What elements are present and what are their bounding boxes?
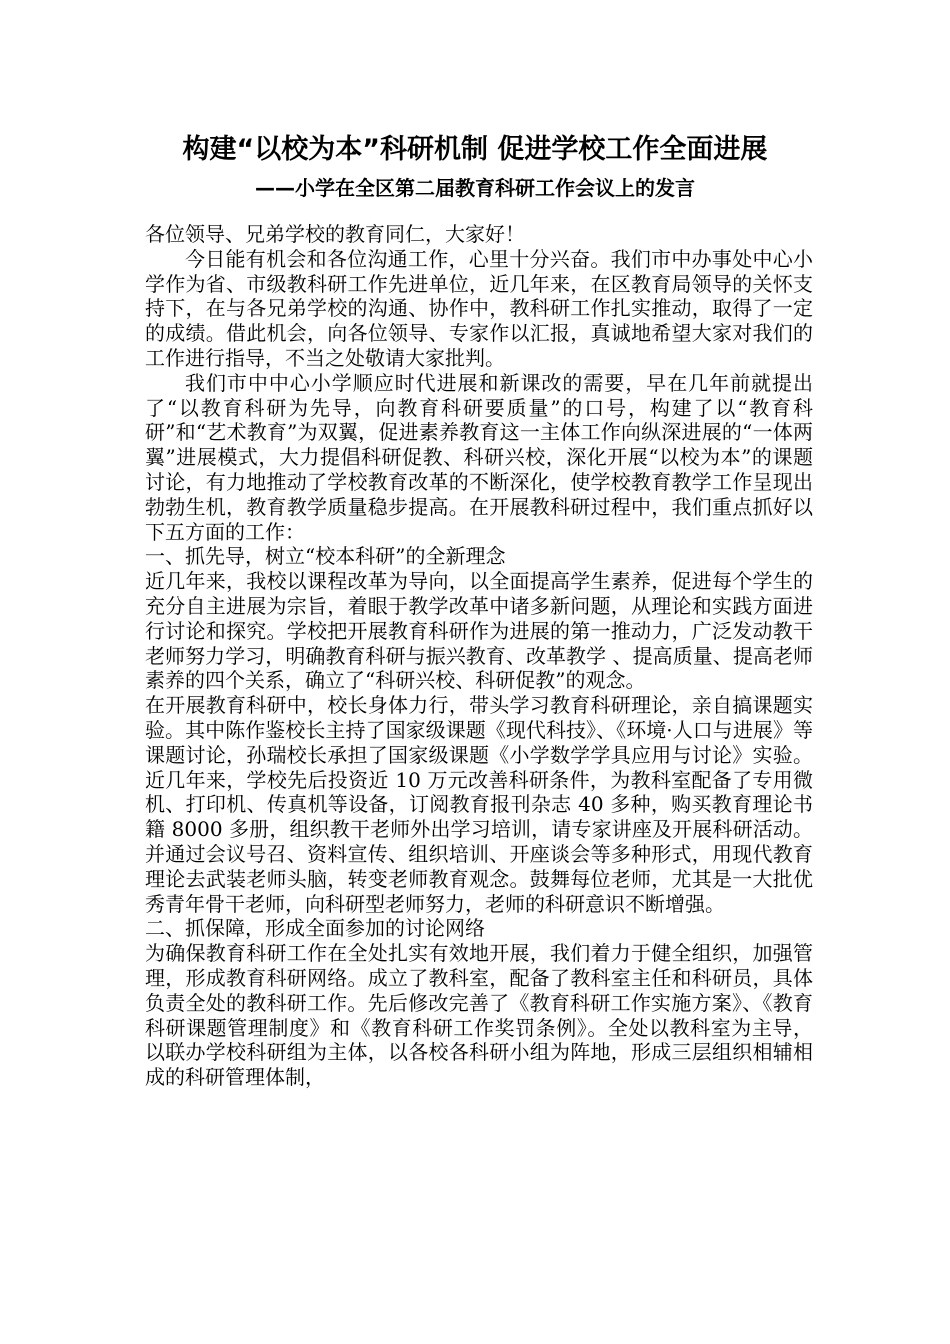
- document-subtitle: ——小学在全区第二届教育科研工作会议上的发言: [255, 176, 695, 200]
- section-heading: 二、抓保障，形成全面参加的讨论网络: [145, 916, 485, 941]
- body-paragraph: 近几年来，我校以课程改革为导向，以全面提高学生素养，促进每个学生的充分自主进展为宗旨，着眼于教学改革中诸多新问题，从理论和实践方面进行讨论和探究。学校把开展教育科研作为进展的第一推动力，广泛发动教干老师努力学习，明确教育科研与振兴教育、改革教学 、提高质量、提高老师素养的四个关系，确立了“科研兴校、科研促教”的观念。: [145, 569, 813, 693]
- body-paragraph: 为确保教育科研工作在全处扎实有效地开展，我们着力于健全组织，加强管理，形成教育科研网络。成立了教科室，配备了教科室主任和科研员，具体负责全处的教科研工作。先后修改完善了《教育科研工作实施方案》、《教育科研课题管理制度》和《教育科研工作奖罚条例》。全处以教科室为主导，以联办学校科研组为主体，以各校各科研小组为阵地，形成三层组织相辅相成的科研管理体制，: [145, 941, 813, 1090]
- body-paragraph: 我们市中中心小学顺应时代进展和新课改的需要，早在几年前就提出了“以教育科研为先导，向教育科研要质量”的口号，构建了以“教育科研”和“艺术教育”为双翼，促进素养教育这一主体工作向纵深进展的“一体两翼”进展模式，大力提倡科研促教、科研兴校，深化开展“以校为本”的课题讨论，有力地推动了学校教育改革的不断深化，使学校教育教学工作呈现出勃勃生机，教育教学质量稳步提高。在开展教科研过程中，我们重点抓好以下五方面的工作：: [145, 370, 813, 544]
- body-paragraph: 在开展教育科研中，校长身体力行，带头学习教育科研理论，亲自搞课题实验。其中陈作鉴校长主持了国家级课题《现代科技》、《环境·人口与进展》等课题讨论，孙瑞校长承担了国家级课题《小学数学学具应用与讨论》实验。近几年来，学校先后投资近 10 万元改善科研条件，为教科室配备了专用微机、打印机、传真机等设备，订阅教育报刊杂志 40 多种，购买教育理论书籍 8000 多册，组织教干老师外出学习培训，请专家讲座及开展科研活动。并通过会议号召、资料宣传、组织培训、开座谈会等多种形式，用现代教育理论去武装老师头脑，转变老师教育观念。鼓舞每位老师，尤其是一大批优秀青年骨干老师，向科研型老师努力，老师的科研意识不断增强。: [145, 693, 813, 916]
- document-body: [145, 222, 813, 1090]
- body-paragraph: 今日能有机会和各位沟通工作，心里十分兴奋。我们市中办事处中心小学作为省、市级教科研工作先进单位，近几年来，在区教育局领导的关怀支持下，在与各兄弟学校的沟通、协作中，教科研工作扎实推动，取得了一定的成绩。借此机会，向各位领导、专家作以汇报，真诚地希望大家对我们的工作进行指导，不当之处敬请大家批判。: [145, 246, 813, 370]
- document-title: 构建“以校为本”科研机制 促进学校工作全面进展: [182, 134, 768, 165]
- section-heading: 一、抓先导，树立“校本科研”的全新理念: [145, 544, 506, 569]
- greeting-paragraph: 各位领导、兄弟学校的教育同仁，大家好！: [145, 222, 525, 246]
